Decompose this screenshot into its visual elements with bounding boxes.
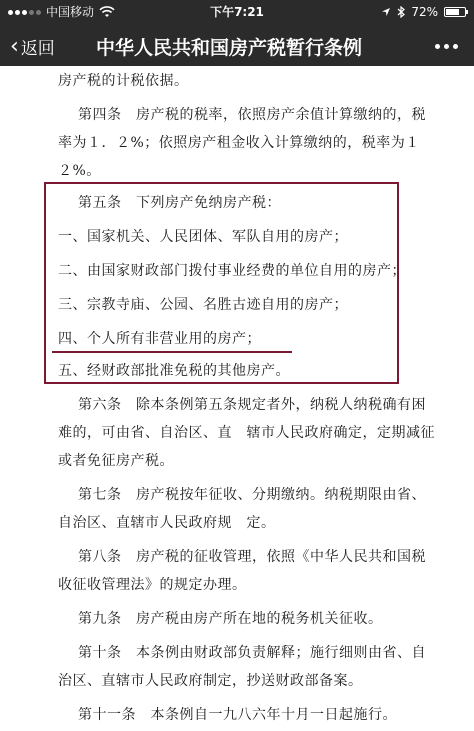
article-line: 二、由国家财政部门拨付事业经费的单位自用的房产； [58, 263, 406, 279]
article-line: 率为１．２%；依照房产租金收入计算缴纳的，税率为１ [58, 135, 420, 151]
article-line: 第五条 下列房产免纳房产税： [78, 195, 281, 211]
underline-mark [52, 351, 292, 353]
article-line: 第四条 房产税的税率，依照房产余值计算缴纳的，税 [78, 107, 426, 123]
article-line: 自治区、直辖市人民政府规 定。 [58, 515, 276, 531]
article-line: 治区、直辖市人民政府制定，抄送财政部备案。 [58, 673, 363, 689]
article-line: 第十一条 本条例自一九八六年十月一日起施行。 [78, 707, 397, 723]
article-line: 第十条 本条例由财政部负责解释；施行细则由省、自 [78, 645, 426, 661]
article-line: 四、个人所有非营业用的房产； [58, 331, 261, 347]
battery-icon [444, 7, 466, 17]
chevron-left-icon: ‹ [10, 33, 19, 59]
status-right [381, 0, 466, 24]
app-header [0, 0, 474, 66]
article-line: 一、国家机关、人民团体、军队自用的房产； [58, 229, 348, 245]
article-line: ２%。 [58, 163, 101, 179]
article-line: 收征收管理法》的规定办理。 [58, 577, 247, 593]
highlight-box [44, 182, 399, 384]
article-line: 三、宗教寺庙、公园、名胜古迹自用的房产； [58, 297, 348, 313]
article-line: 五、经财政部批准免税的其他房产。 [58, 363, 290, 379]
nav-bar [0, 26, 474, 66]
back-label: 返回 [20, 39, 55, 59]
article-line: 房产税的计税依据。 [58, 73, 189, 89]
article-line: 或者免征房产税。 [58, 453, 174, 469]
bluetooth-icon [397, 6, 405, 18]
article-line: 第九条 房产税由房产所在地的税务机关征收。 [78, 611, 383, 627]
more-icon[interactable] [435, 44, 458, 49]
article-content [0, 66, 474, 731]
battery-percent: 72% [411, 5, 438, 19]
article-line: 第六条 除本条例第五条规定者外，纳税人纳税确有困 [78, 397, 426, 413]
page-title: 中华人民共和国房产税暂行条例 [96, 37, 363, 59]
article-line: 难的，可由省、自治区、直 辖市人民政府确定，定期减征 [58, 425, 435, 441]
status-bar [0, 0, 474, 24]
article-line: 第八条 房产税的征收管理，依照《中华人民共和国税 [78, 549, 426, 565]
status-time: 下午7:21 [210, 5, 264, 19]
battery-fill [446, 9, 459, 15]
carrier-label: 中国移动 [46, 5, 95, 19]
article-line: 第七条 房产税按年征收、分期缴纳。纳税期限由省、 [78, 487, 426, 503]
location-icon [381, 7, 391, 17]
back-button[interactable] [10, 34, 55, 59]
